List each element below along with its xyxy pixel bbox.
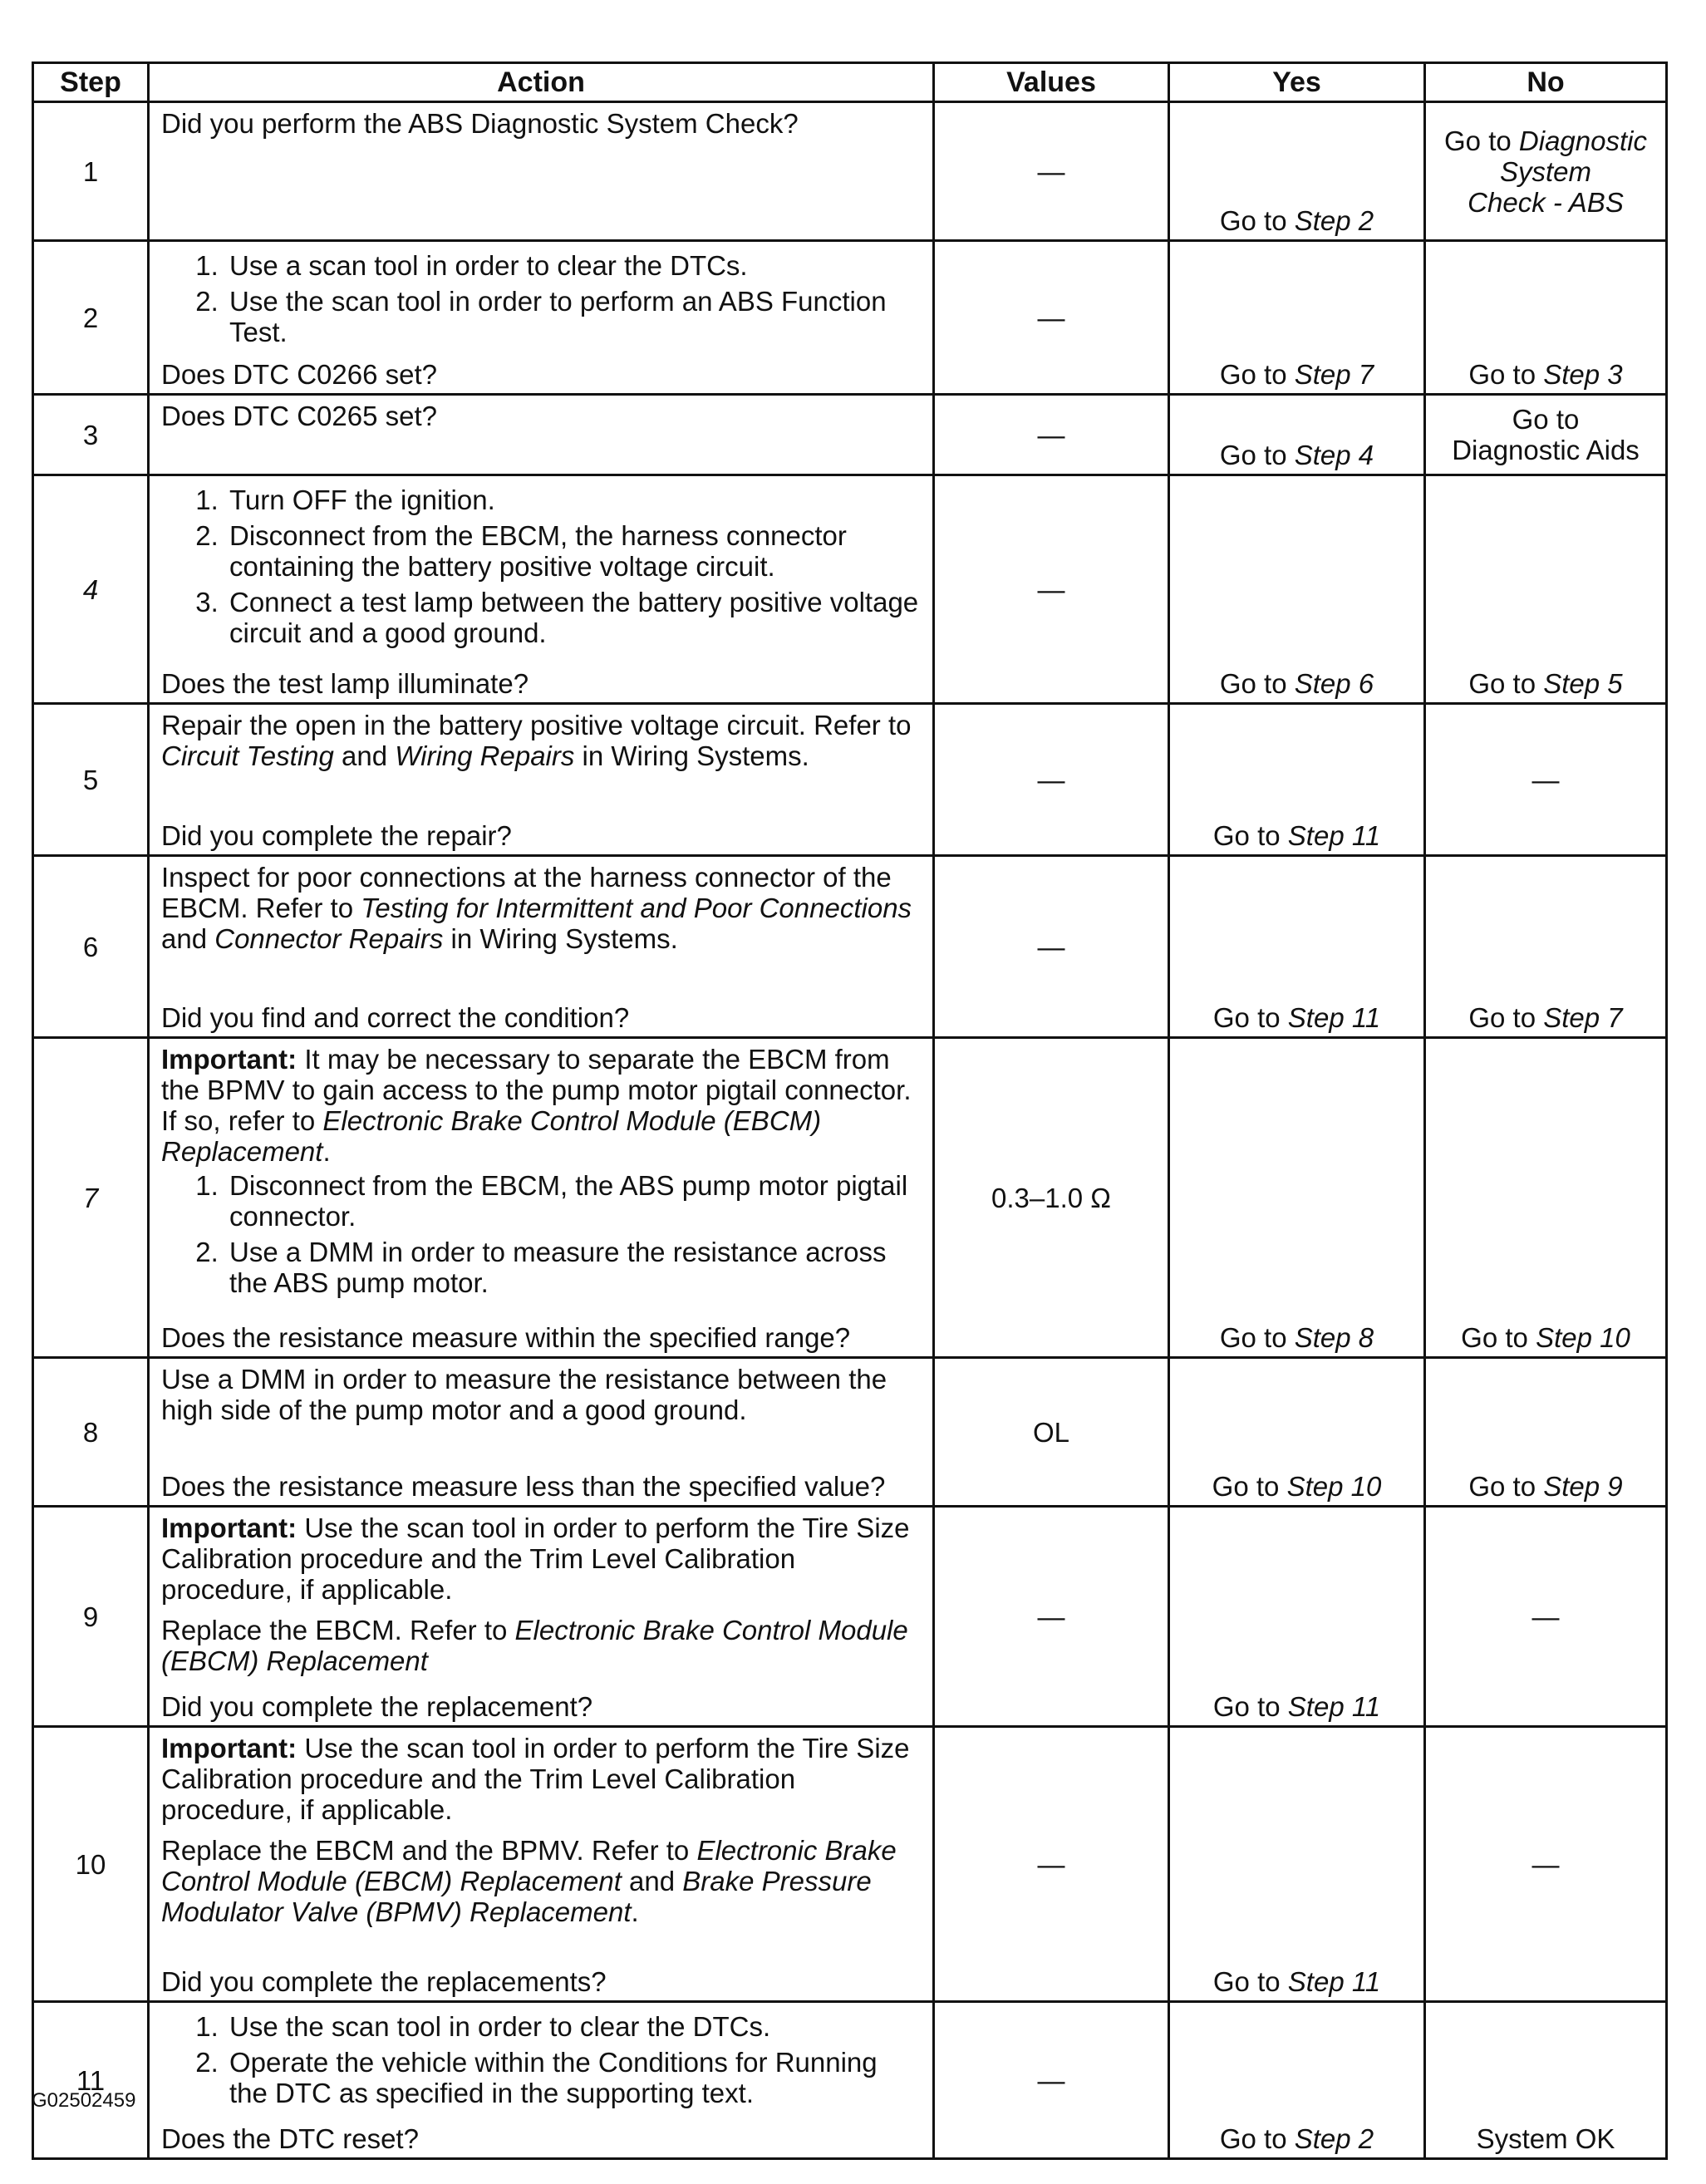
action-list-item: 1. Use a scan tool in order to clear the DTCs. [226,250,921,281]
values-cell: OL [934,1358,1169,1507]
yes-cell [1169,1507,1425,1727]
action-question: Does the resistance measure within the specified range? [161,1322,851,1353]
step-number: 3 [33,395,149,475]
table-row [33,1038,1667,1358]
action-cell [149,241,934,395]
action-list-item: 3. Connect a test lamp between the battery positive voltage circuit and a good ground. [226,587,921,648]
action-list-item: 2. Operate the vehicle within the Conditions for Running the DTC as specified in the supporting text. [226,2047,921,2108]
step-number: 5 [33,704,149,856]
table-row [33,856,1667,1038]
goto-text: Go to [1212,1966,1281,1997]
yes-step-ref: Step 11 [1287,1691,1381,1722]
values-cell: — [934,1727,1169,2002]
goto-text: Go to [1468,1002,1536,1033]
no-cell: — [1425,704,1667,856]
values-cell: — [934,1507,1169,1727]
step-number: 7 [33,1038,149,1358]
no-cell [1425,241,1667,395]
yes-step-ref: Step 11 [1287,1966,1381,1997]
goto-text: Go to [1468,1471,1536,1502]
action-question: Did you perform the ABS Diagnostic System Check? [161,108,799,139]
doc-ref: Circuit Testing [161,740,334,771]
no-cell: — [1425,1507,1667,1727]
table-row [33,1727,1667,2002]
action-question: Does DTC C0266 set? [161,359,437,390]
goto-text: Go to [1212,1471,1280,1502]
no-step-ref: Step 7 [1543,1002,1623,1033]
action-cell [149,1038,934,1358]
important-note: Important: Use the scan tool in order to perform the Tire Size Calibration procedure and the Trim Level Calibration procedure, if applicable. [161,1733,910,1825]
step-number: 1 [33,102,149,241]
no-step-ref: Step 9 [1543,1471,1623,1502]
table-row [33,475,1667,704]
doc-ref: Testing for Intermittent and Poor Connections [361,893,912,923]
table-row [33,1358,1667,1507]
step-number: 4 [33,475,149,704]
no-step-ref: Step 3 [1543,359,1623,390]
action-list-item: 2. Use the scan tool in order to perform an ABS Function Test. [226,286,921,347]
action-cell [149,1727,934,2002]
action-list [161,250,921,352]
action-question: Does the DTC reset? [161,2123,419,2154]
step-number: 9 [33,1507,149,1727]
action-cell [149,1507,934,1727]
action-list [161,2011,921,2113]
yes-step-ref: Step 4 [1294,440,1374,470]
action-question: Did you complete the replacements? [161,1966,607,1997]
action-text: Repair the open in the battery positive voltage circuit. Refer to Circuit Testing and Wiring Repairs in Wiring Systems. [161,710,912,771]
action-cell [149,704,934,856]
header-values: Values [934,63,1169,102]
values-cell: — [934,395,1169,475]
no-cell [1425,395,1667,475]
goto-text: Go to [1219,205,1287,236]
action-list-item: 2. Disconnect from the EBCM, the harness connector containing the battery positive voltage circuit. [226,520,921,582]
values-cell: — [934,102,1169,241]
no-cell: System OK [1425,2002,1667,2159]
values-cell: — [934,2002,1169,2159]
action-list [161,485,921,653]
header-action: Action [149,63,934,102]
yes-cell [1169,102,1425,241]
table-header-row [33,63,1667,102]
action-list-item: 1. Use the scan tool in order to clear the DTCs. [226,2011,921,2042]
action-list-item: 1. Turn OFF the ignition. [226,485,921,515]
header-yes: Yes [1169,63,1425,102]
goto-text: Go to [1212,820,1281,851]
no-cell [1425,1038,1667,1358]
no-step-ref: Step 10 [1536,1322,1630,1353]
yes-cell [1169,856,1425,1038]
action-list [161,1170,921,1303]
table-row [33,704,1667,856]
yes-step-ref: Step 10 [1286,1471,1382,1502]
yes-step-ref: Step 2 [1294,205,1374,236]
table-row [33,241,1667,395]
action-list-item: 2. Use a DMM in order to measure the resistance across the ABS pump motor. [226,1237,921,1298]
no-ref: Diagnostic System [1499,125,1647,187]
goto-text: Go to [1212,1691,1281,1722]
no-cell [1425,475,1667,704]
no-text: Go to [1512,404,1580,435]
doc-ref: Electronic Brake Control Module (EBCM) Replacement [161,1615,908,1676]
goto-text: Go to [1219,440,1287,470]
goto-text: Go to [1212,1002,1281,1033]
doc-ref: Electronic Brake Control Module (EBCM) Replacement [161,1835,897,1896]
goto-text: Go to [1468,668,1536,699]
action-cell [149,475,934,704]
values-cell: — [934,704,1169,856]
table-row [33,395,1667,475]
doc-ref: Brake Pressure Modulator Valve (BPMV) Replacement [161,1866,872,1927]
header-no: No [1425,63,1667,102]
important-label: Important: [161,1513,297,1543]
action-question: Did you find and correct the condition? [161,1002,630,1033]
step-number: 6 [33,856,149,1038]
action-cell [149,856,934,1038]
yes-step-ref: Step 7 [1294,359,1374,390]
table-row [33,2002,1667,2159]
action-question: Does DTC C0265 set? [161,401,437,431]
action-question: Does the test lamp illuminate? [161,668,529,699]
yes-step-ref: Step 8 [1294,1322,1374,1353]
step-number: 10 [33,1727,149,2002]
doc-ref: Wiring Repairs [395,740,575,771]
action-cell [149,1358,934,1507]
values-cell: — [934,475,1169,704]
action-cell [149,2002,934,2159]
no-ref-cont: Check - ABS [1468,186,1624,218]
step-number: 8 [33,1358,149,1507]
doc-ref: Electronic Brake Control Module (EBCM) Replacement [161,1105,822,1167]
action-text: Replace the EBCM. Refer to Electronic Brake Control Module (EBCM) Replacement [161,1615,908,1676]
no-text-cont: Diagnostic Aids [1452,435,1640,465]
action-text: Use a DMM in order to measure the resistance between the high side of the pump motor and a good ground. [161,1364,887,1425]
no-cell [1425,856,1667,1038]
yes-cell [1169,1727,1425,2002]
action-cell [149,102,934,241]
action-list-item: 1. Disconnect from the EBCM, the ABS pump motor pigtail connector. [226,1170,921,1232]
yes-cell [1169,241,1425,395]
action-question: Does the resistance measure less than the specified value? [161,1471,886,1502]
important-label: Important: [161,1044,297,1075]
yes-cell [1169,704,1425,856]
yes-step-ref: Step 6 [1294,668,1374,699]
yes-cell [1169,1038,1425,1358]
goto-text: Go to [1219,359,1287,390]
important-label: Important: [161,1733,297,1763]
diagnostic-table [32,61,1668,2160]
yes-cell [1169,1358,1425,1507]
diagnostic-table-sheet [32,61,1665,2160]
action-cell [149,395,934,475]
goto-text: Go to [1219,1322,1287,1353]
action-text: Replace the EBCM and the BPMV. Refer to Electronic Brake Control Module (EBCM) Replacement and Brake Pressure Modulator Valve (BPMV) Replacement. [161,1835,897,1927]
no-cell [1425,102,1667,241]
goto-text: Go to [1219,2123,1287,2154]
yes-step-ref: Step 11 [1287,820,1381,851]
yes-step-ref: Step 2 [1294,2123,1374,2154]
yes-step-ref: Step 11 [1287,1002,1381,1033]
values-cell: 0.3–1.0 Ω [934,1038,1169,1358]
goto-text: Go to [1461,1322,1528,1353]
action-text: Inspect for poor connections at the harness connector of the EBCM. Refer to Testing for Intermittent and Poor Connections and Connector Repairs in Wiring Systems. [161,862,912,954]
figure-id: G02502459 [32,2089,136,2112]
no-cell [1425,1358,1667,1507]
goto-text: Go to [1219,668,1287,699]
important-note: Important: Use the scan tool in order to perform the Tire Size Calibration procedure and the Trim Level Calibration procedure, if applicable. [161,1513,910,1605]
important-note: Important: It may be necessary to separate the EBCM from the BPMV to gain access to the pump motor pigtail connector. If so, refer to Electronic Brake Control Module (EBCM) Replacement. [161,1044,912,1167]
step-number: 11 [33,2002,149,2159]
step-number: 2 [33,241,149,395]
goto-text: Go to [1444,125,1512,156]
action-question: Did you complete the repair? [161,820,512,851]
yes-cell [1169,2002,1425,2159]
no-step-ref: Step 5 [1543,668,1623,699]
no-cell: — [1425,1727,1667,2002]
table-row [33,1507,1667,1727]
values-cell: — [934,856,1169,1038]
action-question: Did you complete the replacement? [161,1691,593,1722]
table-row [33,102,1667,241]
values-cell: — [934,241,1169,395]
goto-text: Go to [1468,359,1536,390]
header-step: Step [33,63,149,102]
doc-ref: Connector Repairs [214,923,444,954]
yes-cell [1169,395,1425,475]
yes-cell [1169,475,1425,704]
